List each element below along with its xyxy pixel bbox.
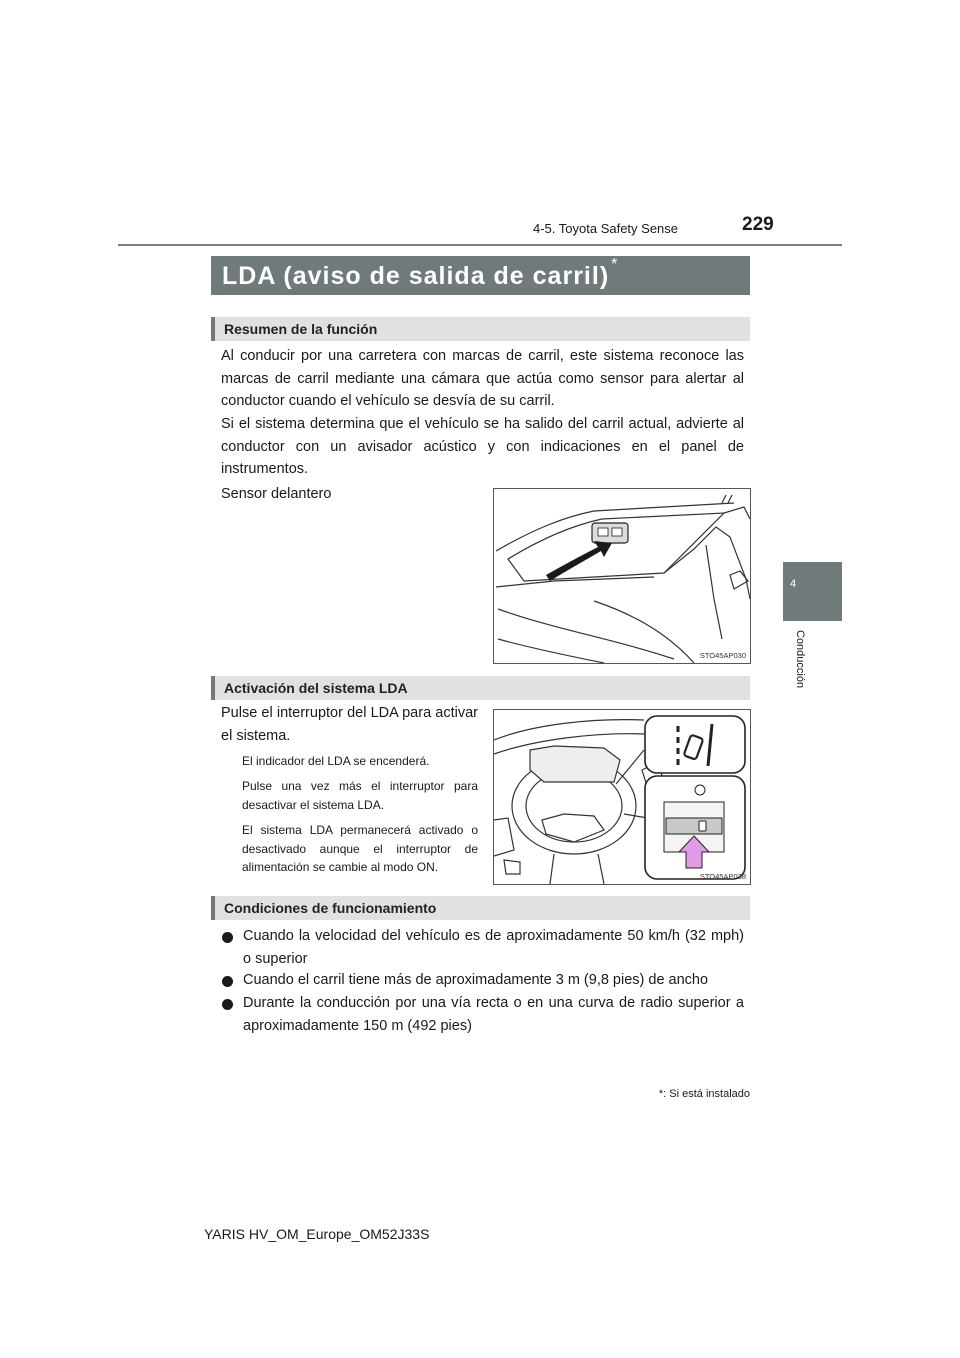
lda-indicator-callout xyxy=(645,716,745,773)
summary-heading-bar xyxy=(211,317,750,341)
page-title-text: LDA (aviso de salida de carril) xyxy=(222,262,610,290)
conditions-heading-bar xyxy=(211,896,750,920)
section-reference: 4-5. Toyota Safety Sense xyxy=(533,221,679,236)
windshield-illustration xyxy=(494,489,750,663)
document-footer: YARIS HV_OM_Europe_OM52J33S xyxy=(204,1226,430,1242)
page-title xyxy=(222,256,619,291)
heading-accent xyxy=(211,676,215,700)
bullet-icon xyxy=(222,976,233,987)
camera-sensor-icon xyxy=(592,523,628,543)
activation-heading: Activación del sistema LDA xyxy=(224,680,408,696)
chapter-tab xyxy=(783,562,842,621)
summary-paragraph-2: Si el sistema determina que el vehículo se ha salido del carril actual, advierte al conductor con un avisador acústico y con indicaciones en el panel de instrumentos. xyxy=(221,416,744,477)
figure-code: STO45AP038 xyxy=(699,872,746,881)
chapter-label xyxy=(778,630,818,720)
heading-accent xyxy=(211,317,215,341)
lda-switch-figure xyxy=(493,709,751,885)
activation-note-1: El indicador del LDA se encenderá. xyxy=(242,754,430,768)
footnote-marker: * xyxy=(658,1088,664,1100)
chapter-number: 4 xyxy=(790,578,797,590)
condition-item-2: Cuando el carril tiene más de aproximadamente 3 m (9,8 pies) de ancho xyxy=(243,972,709,988)
bullet-icon xyxy=(222,932,233,943)
activation-heading-bar xyxy=(211,676,750,700)
front-sensor-figure xyxy=(493,488,751,664)
footnote-text: : Si está instalado xyxy=(663,1088,750,1100)
activation-paragraph: Pulse el interruptor del LDA para activar el sistema. xyxy=(221,705,478,744)
activation-note-3: El sistema LDA permanecerá activado o desactivado aunque el interruptor de alimentación se cambie al modo ON. xyxy=(242,823,478,874)
summary-heading: Resumen de la función xyxy=(224,321,378,337)
summary-paragraph-1: Al conducir por una carretera con marcas de carril, este sistema reconoce las marcas de carril mediante una cámara que actúa como sensor para alertar al conductor cuando el vehículo se desvía de su carril. xyxy=(221,348,744,409)
condition-item-3: Durante la conducción por una vía recta o en una curva de radio superior a aproximadamente 150 m (492 pies) xyxy=(243,995,744,1034)
footnote xyxy=(620,1088,750,1100)
header-divider xyxy=(118,244,842,246)
figure-code: STO45AP030 xyxy=(699,651,746,660)
dashboard-illustration xyxy=(494,710,750,884)
lda-switch-callout xyxy=(645,776,745,879)
activation-note-2: Pulse una vez más el interruptor para desactivar el sistema LDA. xyxy=(242,779,478,812)
chapter-label-text: Conducción xyxy=(794,630,806,689)
page-number: 229 xyxy=(742,214,774,235)
installed-marker: * xyxy=(611,256,619,273)
conditions-heading: Condiciones de funcionamiento xyxy=(224,900,437,916)
pointer-arrow xyxy=(546,541,612,581)
condition-item-1: Cuando la velocidad del vehículo es de aproximadamente 50 km/h (32 mph) o superior xyxy=(243,928,744,967)
sensor-label: Sensor delantero xyxy=(221,486,332,502)
bullet-icon xyxy=(222,999,233,1010)
heading-accent xyxy=(211,896,215,920)
